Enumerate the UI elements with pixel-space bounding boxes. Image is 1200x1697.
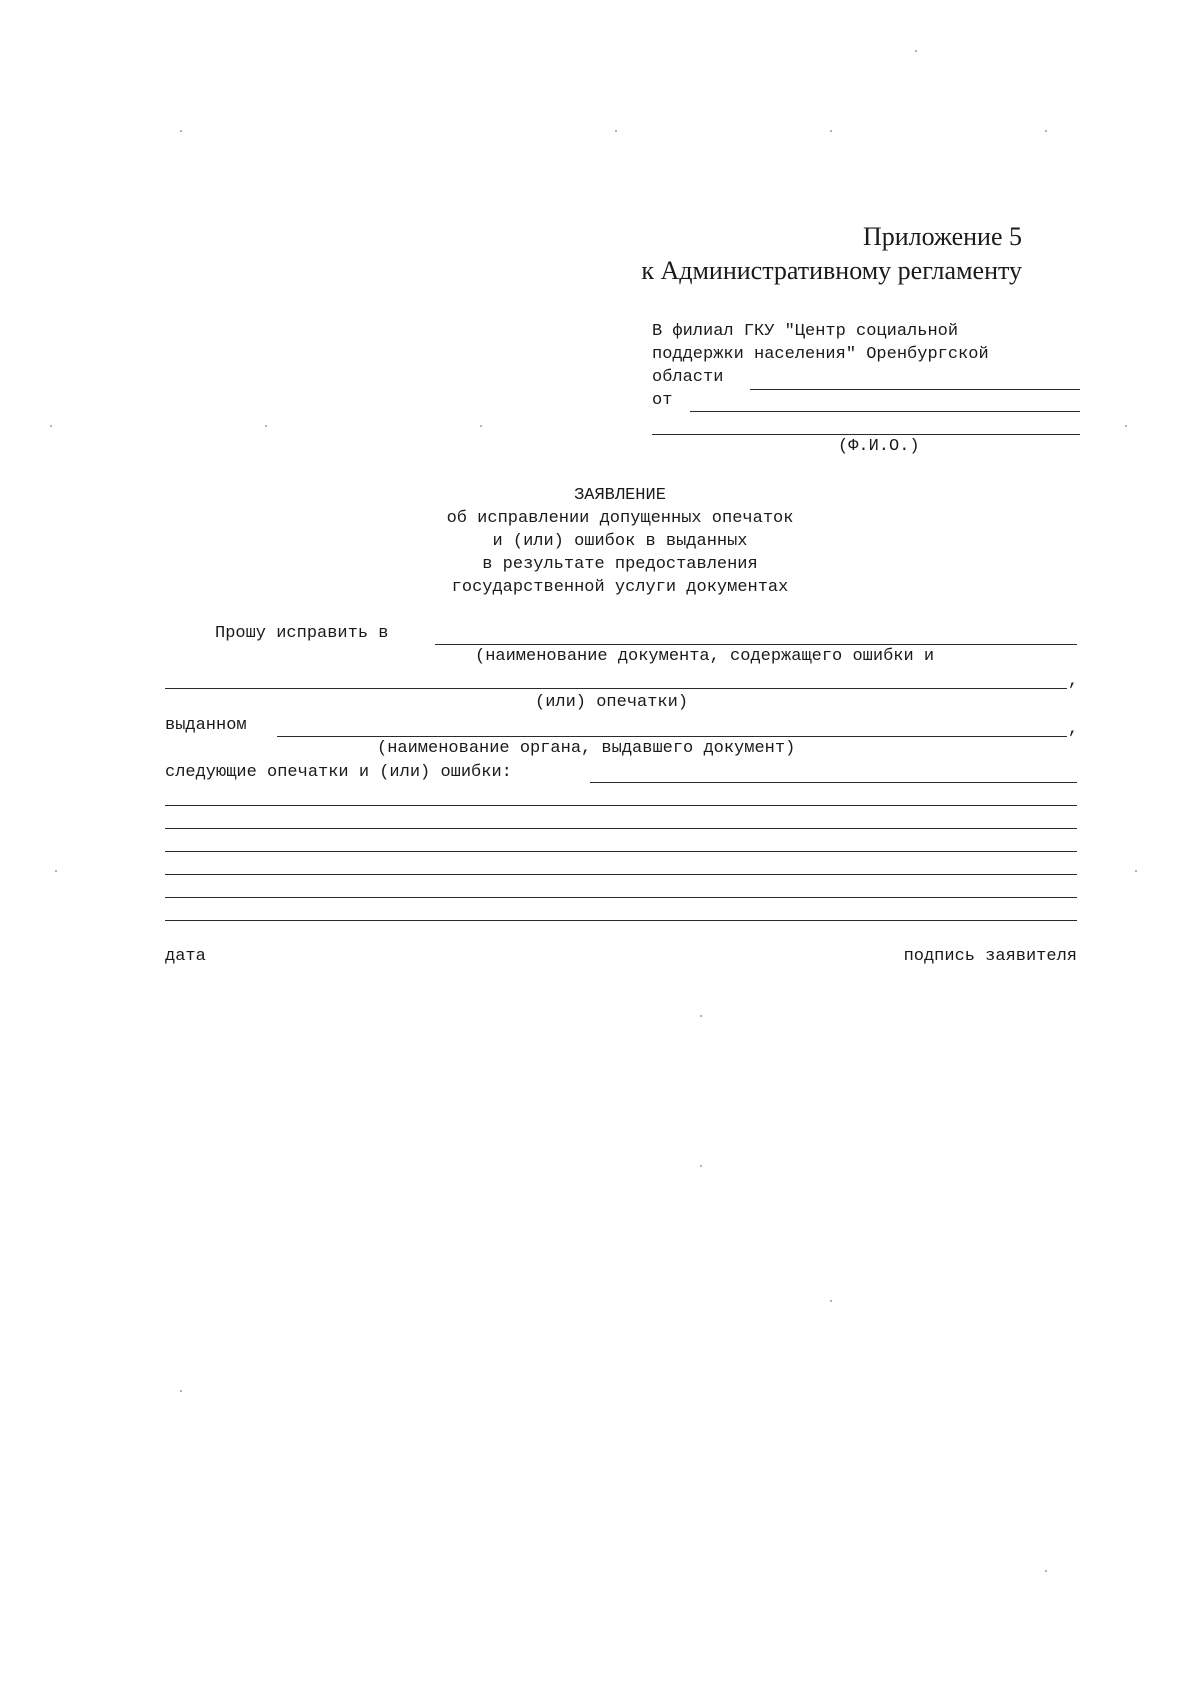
scan-speck (1045, 130, 1047, 132)
scan-speck (1135, 870, 1137, 872)
from-label: от (652, 391, 673, 410)
document-caption-1: (наименование документа, содержащего ошибки и (475, 647, 935, 666)
errors-field-7[interactable] (165, 920, 1077, 921)
addressee-line-3: области (652, 368, 724, 387)
scan-speck (700, 1015, 702, 1017)
scan-speck (700, 1165, 702, 1167)
errors-field-4[interactable] (165, 851, 1077, 852)
scan-speck (830, 130, 832, 132)
errors-field-6[interactable] (165, 897, 1077, 898)
scan-speck (615, 130, 617, 132)
document-caption-2: (или) опечатки) (535, 693, 689, 712)
document-title: ЗАЯВЛЕНИЕ (574, 486, 666, 505)
addressee-line-2: поддержки населения" Оренбургской (652, 345, 989, 364)
branch-name-field[interactable] (750, 389, 1080, 390)
fio-caption: (Ф.И.О.) (838, 437, 920, 456)
scan-speck (180, 130, 182, 132)
issued-label: выданном (165, 716, 247, 735)
scan-speck (480, 425, 482, 427)
scan-speck (180, 1390, 182, 1392)
scan-speck (915, 50, 917, 52)
scan-speck (55, 870, 57, 872)
title-line-2: и (или) ошибок в выданных (492, 532, 748, 551)
title-line-3: в результате предоставления (482, 555, 758, 574)
request-label: Прошу исправить в (215, 624, 389, 643)
addressee-line-1: В филиал ГКУ "Центр социальной (652, 322, 959, 341)
scan-speck (1125, 425, 1127, 427)
issuer-caption: (наименование органа, выдавшего документ) (377, 739, 796, 758)
comma-2: , (1068, 720, 1079, 739)
errors-field-5[interactable] (165, 874, 1077, 875)
errors-field-2[interactable] (165, 805, 1077, 806)
date-label: дата (165, 947, 206, 966)
issuer-field[interactable] (277, 736, 1067, 737)
scan-speck (50, 425, 52, 427)
document-name-field-2[interactable] (165, 688, 1067, 689)
scan-speck (1045, 1570, 1047, 1572)
applicant-fio-field-2[interactable] (652, 434, 1080, 435)
appendix-number: Приложение 5 (862, 222, 1022, 251)
errors-field-1[interactable] (590, 782, 1077, 783)
title-line-4: государственной услуги документах (451, 578, 789, 597)
applicant-fio-field[interactable] (690, 411, 1080, 412)
scan-speck (265, 425, 267, 427)
signature-label: подпись заявителя (903, 947, 1077, 966)
appendix-reference: к Административному регламенту (641, 256, 1022, 285)
errors-label: следующие опечатки и (или) ошибки: (165, 763, 512, 782)
scan-speck (830, 1300, 832, 1302)
comma-1: , (1068, 672, 1079, 691)
document-name-field[interactable] (435, 644, 1077, 645)
title-line-1: об исправлении допущенных опечаток (446, 509, 794, 528)
errors-field-3[interactable] (165, 828, 1077, 829)
